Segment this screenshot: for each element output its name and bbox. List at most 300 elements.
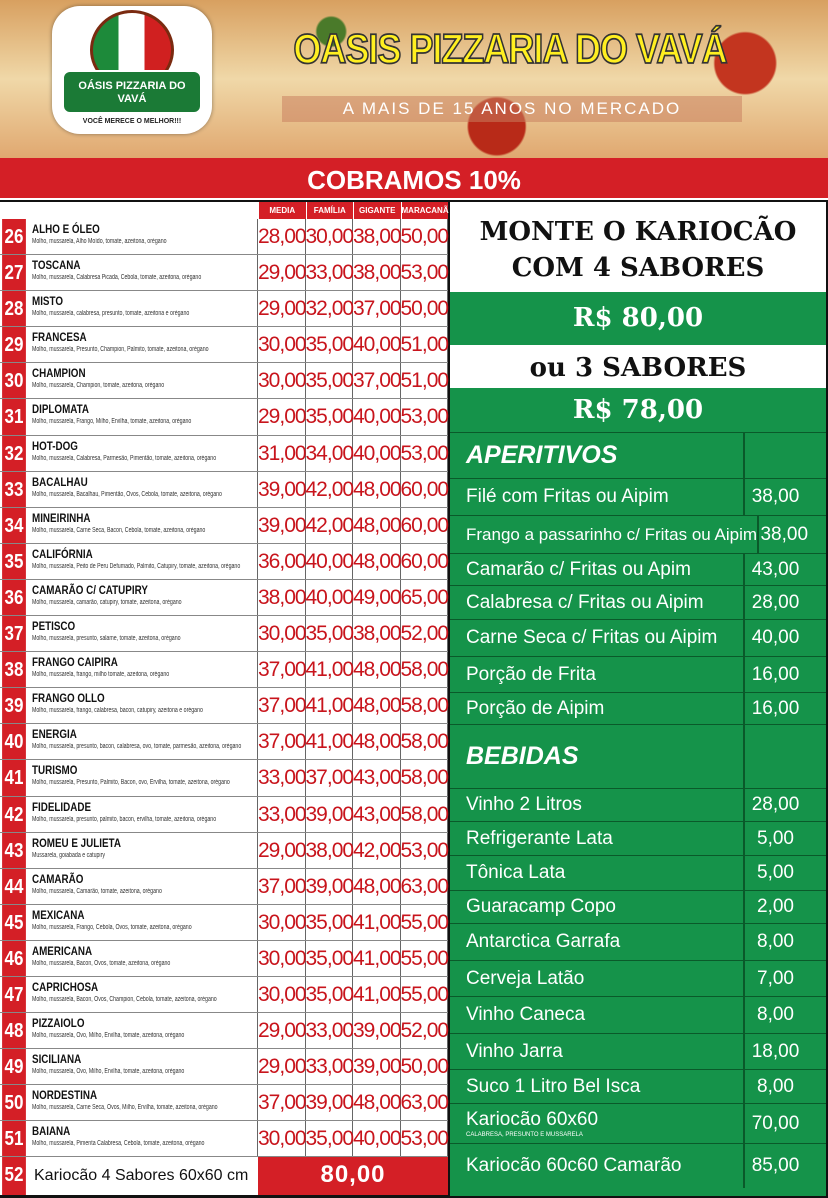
spacer (806, 997, 826, 1033)
size-header: FAMÍLIA (306, 202, 354, 219)
pizza-row (0, 472, 448, 508)
promo-line3: ou 3 SABORES (450, 345, 826, 388)
item-ingredients: Molho, mussarela, Calabresa Picada, Cebola, tomate, azeitona, orégano (32, 274, 202, 282)
item-price: 39,00 (353, 1049, 401, 1084)
item-number: 47 (2, 977, 26, 1012)
item-price: 60,00 (401, 544, 449, 579)
item-price: 55,00 (401, 977, 449, 1012)
item-price: 53,00 (401, 436, 449, 471)
logo-tagline: VOCÊ MERECE O MELHOR!!! (82, 118, 182, 125)
item-price: 28,00 (258, 219, 306, 254)
item-name: CAMARÃO (32, 871, 84, 886)
item-info (28, 688, 258, 723)
item-ingredients: Mussarela, goiabada e catupiry (32, 851, 105, 859)
restaurant-subtitle: A MAIS DE 15 ANOS NO MERCADO (282, 96, 742, 122)
item-name: Filé com Fritas ou Aipim (466, 486, 669, 507)
item-price: 38,00 (757, 516, 809, 553)
item-price: 42,00 (353, 833, 401, 868)
item-name: HOT-DOG (32, 438, 78, 453)
item-ingredients: Molho, mussarela, Camarão, tomate, azeitona, orégano (32, 887, 162, 895)
item-number: 29 (2, 327, 26, 362)
item-price: 58,00 (401, 724, 449, 759)
item-info (28, 905, 258, 940)
item-info (28, 869, 258, 904)
item-price: 35,00 (306, 363, 354, 398)
item-info (28, 544, 258, 579)
aperitivos-title: APERITIVOS (466, 441, 618, 469)
item-name: Carne Seca c/ Fritas ou Aipim (466, 627, 718, 648)
item-info (28, 1085, 258, 1120)
item-name: FRANGO OLLO (32, 691, 105, 706)
item-name: Porção de Aipim (466, 697, 605, 719)
item-info (28, 797, 258, 832)
item-price: 65,00 (401, 580, 449, 615)
bebidas-item (450, 890, 826, 923)
pizza-row (0, 905, 448, 941)
price-column-spacer (743, 725, 806, 788)
pizza-row (0, 291, 448, 327)
item-price: 42,00 (306, 508, 354, 543)
item-price: 48,00 (353, 544, 401, 579)
item-name: Antarctica Garrafa (466, 931, 621, 952)
size-header: MARACANÃ (401, 202, 449, 219)
item-price: 42,00 (306, 472, 354, 507)
item-name: ROMEU E JULIETA (32, 835, 121, 850)
item-number: 36 (2, 580, 26, 615)
item-price: 55,00 (401, 941, 449, 976)
item-price: 34,00 (306, 436, 354, 471)
pizza-row (0, 688, 448, 724)
aperitivos-item (450, 585, 826, 619)
aperitivos-item (450, 553, 826, 585)
item-price: 48,00 (353, 508, 401, 543)
item-ingredients: Molho, mussarela, Frango, Milho, Ervilha, tomate, azeitona, orégano (32, 418, 192, 426)
spacer (806, 856, 826, 890)
promo-box (450, 202, 826, 292)
item-price: 30,00 (258, 327, 306, 362)
item-number: 43 (2, 833, 26, 868)
item-name: BAIANA (32, 1124, 71, 1139)
item-info (28, 580, 258, 615)
item-price: 48,00 (353, 724, 401, 759)
item-number: 37 (2, 616, 26, 651)
item-name: TOSCANA (32, 258, 81, 273)
item-name: MISTO (32, 294, 63, 309)
item-info (28, 363, 258, 398)
item-number: 49 (2, 1049, 26, 1084)
item-price: 30,00 (258, 905, 306, 940)
kariocao-row (0, 1157, 448, 1195)
item-ingredients: Molho, mussarela, Calabresa, Parmesão, Pimentão, tomate, azeitona, orégano (32, 454, 217, 462)
item-info (28, 941, 258, 976)
item-name: Cerveja Latão (466, 967, 585, 989)
item-number: 44 (2, 869, 26, 904)
bebidas-item (450, 1143, 826, 1188)
item-price: 50,00 (401, 291, 449, 326)
item-ingredients: Molho, mussarela, Champion, tomate, azeitona, orégano (32, 382, 165, 390)
item-ingredients: Molho, mussarela, presunto, palmito, bacon, ervilha, tomate, azeitona, orégano (32, 815, 217, 823)
pizza-row (0, 977, 448, 1013)
restaurant-title: OASIS PIZZARIA DO VAVÁ (293, 24, 727, 73)
item-price: 37,00 (353, 363, 401, 398)
item-price: 38,00 (306, 833, 354, 868)
spacer (806, 433, 826, 478)
item-price: 52,00 (401, 1013, 449, 1048)
item-price: 29,00 (258, 1013, 306, 1048)
spacer (806, 822, 826, 855)
item-price: 33,00 (258, 760, 306, 795)
item-price: 30,00 (258, 616, 306, 651)
item-price: 63,00 (401, 869, 449, 904)
item-price: 7,00 (743, 961, 806, 996)
item-ingredients: Molho, mussarela, Ovo, Milho, Ervilha, tomate, azeitona, orégano (32, 1032, 185, 1040)
item-price: 32,00 (306, 291, 354, 326)
item-info (28, 833, 258, 868)
item-name: CHAMPION (32, 366, 86, 381)
pizza-row (0, 833, 448, 869)
item-price: 35,00 (306, 327, 354, 362)
item-ingredients: Molho, mussarela, frango, calabresa, bacon, catupiry, azeitona e orégano (32, 707, 203, 715)
item-price: 48,00 (353, 688, 401, 723)
pizza-price-table (0, 202, 448, 1195)
item-info (28, 327, 258, 362)
item-name: PETISCO (32, 619, 76, 634)
item-name: ENERGIA (32, 727, 77, 742)
item-name: PIZZAIOLO (32, 1016, 85, 1031)
size-header: GIGANTE (353, 202, 401, 219)
size-header: MEDIA (258, 202, 306, 219)
item-name: SICILIANA (32, 1052, 82, 1067)
item-number: 45 (2, 905, 26, 940)
side-panel (450, 202, 826, 1196)
item-price: 43,00 (743, 554, 806, 585)
item-ingredients: Molho, mussarela, Bacon, Ovos, tomate, azeitona, orégano (32, 959, 171, 967)
item-price: 53,00 (401, 399, 449, 434)
item-price: 50,00 (401, 1049, 449, 1084)
item-ingredients: Molho, mussarela, Bacon, Ovos, Champion, Cebola, tomate, azeitona, orégano (32, 995, 217, 1003)
item-ingredients: Molho, mussarela, Peito de Peru Defumado, Palmito, Catupiry, tomate, azeitona, orégano (32, 562, 241, 570)
item-price: 40,00 (353, 399, 401, 434)
item-price: 58,00 (401, 688, 449, 723)
aperitivos-item (450, 619, 826, 656)
item-info (28, 760, 258, 795)
bebidas-item (450, 1069, 826, 1103)
item-info (28, 219, 258, 254)
pizza-row (0, 399, 448, 435)
item-price: 38,00 (353, 255, 401, 290)
item-price: 38,00 (353, 616, 401, 651)
item-price: 33,00 (258, 797, 306, 832)
pizza-row (0, 1121, 448, 1157)
bebidas-item (450, 923, 826, 960)
item-info (28, 616, 258, 651)
bebidas-item (450, 1103, 826, 1143)
spacer (809, 516, 826, 553)
item-price: 8,00 (743, 1070, 806, 1103)
item-number: 52 (2, 1157, 26, 1195)
item-info (28, 255, 258, 290)
item-price: 40,00 (353, 327, 401, 362)
pizza-row (0, 1085, 448, 1121)
item-name: FIDELIDADE (32, 799, 92, 814)
promo-price-3: R$ 78,00 (572, 395, 704, 425)
item-price: 38,00 (743, 479, 806, 515)
spacer (806, 1104, 826, 1143)
aperitivos-item (450, 656, 826, 692)
item-name: Kariocão 60x60 (466, 1109, 599, 1130)
item-ingredients: Molho, mussarela, Presunto, Champion, Palmito, tomate, azeitona, orégano (32, 346, 209, 354)
item-name: Tônica Lata (466, 862, 566, 883)
item-price: 29,00 (258, 399, 306, 434)
item-number: 33 (2, 472, 26, 507)
item-ingredients: Molho, mussarela, calabresa, presunto, tomate, azeitona e orégano (32, 310, 190, 318)
spacer (806, 693, 826, 724)
item-name: Kariocão 60c60 Camarão (466, 1155, 682, 1176)
item-ingredients: Molho, mussarela, presunto, bacon, calabresa, ovo, tomate, parmesão, azeitona, orégano (32, 743, 242, 751)
bebidas-title: BEBIDAS (466, 742, 579, 770)
item-price: 53,00 (401, 1121, 449, 1156)
bebidas-item (450, 960, 826, 996)
item-price: 29,00 (258, 255, 306, 290)
item-name: Frango a passarinho c/ Fritas ou Aipim (466, 524, 758, 544)
item-price: 30,00 (258, 363, 306, 398)
item-name: Vinho Caneca (466, 1004, 586, 1025)
aperitivos-item (450, 478, 826, 515)
item-price: 49,00 (353, 580, 401, 615)
item-price: 37,00 (306, 760, 354, 795)
item-price: 39,00 (258, 508, 306, 543)
spacer (806, 554, 826, 585)
item-price: 36,00 (258, 544, 306, 579)
item-price: 35,00 (306, 399, 354, 434)
bebidas-item (450, 1033, 826, 1069)
item-price: 16,00 (743, 657, 806, 692)
logo-text: OÁSIS PIZZARIA DO VAVÁ (62, 70, 202, 114)
item-number: 46 (2, 941, 26, 976)
bebidas-item (450, 821, 826, 855)
pizza-row (0, 797, 448, 833)
item-name: Guaracamp Copo (466, 896, 616, 917)
item-number: 48 (2, 1013, 26, 1048)
pizza-row (0, 941, 448, 977)
size-header-row (0, 202, 448, 219)
item-name: FRANCESA (32, 330, 87, 345)
item-name (450, 1104, 743, 1143)
item-price: 63,00 (401, 1085, 449, 1120)
item-price: 50,00 (401, 219, 449, 254)
item-price: 80,00 (258, 1157, 448, 1195)
promo-line2: COM 4 SABORES (511, 253, 765, 283)
aperitivos-item (450, 692, 826, 724)
item-number: 38 (2, 652, 26, 687)
item-price: 39,00 (306, 1085, 354, 1120)
item-info (28, 436, 258, 471)
item-ingredients: Molho, mussarela, frango, milho tomate, azeitona, orégano (32, 671, 170, 679)
item-price: 16,00 (743, 693, 806, 724)
item-price: 2,00 (743, 891, 806, 923)
bebidas-item (450, 788, 826, 821)
item-price: 55,00 (401, 905, 449, 940)
item-info (28, 508, 258, 543)
item-ingredients: Molho, mussarela, Frango, Cebola, Ovos, tomate, azeitona, orégano (32, 923, 192, 931)
item-price: 30,00 (258, 1121, 306, 1156)
item-price: 41,00 (353, 905, 401, 940)
item-price: 40,00 (353, 1121, 401, 1156)
item-price: 40,00 (306, 580, 354, 615)
item-price: 39,00 (258, 472, 306, 507)
item-name: Vinho 2 Litros (466, 794, 582, 815)
item-name: Suco 1 Litro Bel Isca (466, 1075, 641, 1097)
pizza-row (0, 327, 448, 363)
item-price: 39,00 (353, 1013, 401, 1048)
item-info (28, 652, 258, 687)
spacer (806, 789, 826, 821)
item-ingredients: Molho, mussarela, Bacalhau, Pimentão, Ovos, Cebola, tomate, azeitona, orégano (32, 490, 222, 498)
header-banner (0, 0, 828, 158)
item-name: BACALHAU (32, 474, 88, 489)
item-name: MEXICANA (32, 907, 85, 922)
item-info (28, 1049, 258, 1084)
item-price: 43,00 (353, 760, 401, 795)
item-number: 42 (2, 797, 26, 832)
item-price: 70,00 (743, 1104, 806, 1143)
price-column-spacer (743, 433, 806, 478)
spacer (806, 657, 826, 692)
item-price: 33,00 (306, 1013, 354, 1048)
item-number: 34 (2, 508, 26, 543)
item-name: Porção de Frita (466, 663, 596, 685)
spacer (806, 586, 826, 619)
item-price: 51,00 (401, 363, 449, 398)
item-number: 40 (2, 724, 26, 759)
item-ingredients: Molho, mussarela, Carne Seca, Bacon, Cebola, tomate, azeitona, orégano (32, 526, 206, 534)
item-price: 18,00 (743, 1034, 806, 1069)
item-info (28, 1013, 258, 1048)
item-price: 53,00 (401, 833, 449, 868)
item-price: 85,00 (743, 1144, 806, 1188)
item-price: 33,00 (306, 255, 354, 290)
item-price: 41,00 (353, 941, 401, 976)
service-charge-notice: COBRAMOS 10% (0, 158, 828, 200)
pizza-row (0, 760, 448, 796)
pizza-row (0, 616, 448, 652)
item-price: 35,00 (306, 905, 354, 940)
spacer (806, 961, 826, 996)
pizza-row (0, 436, 448, 472)
item-number: 51 (2, 1121, 26, 1156)
item-ingredients: Molho, mussarela, Alho Moído, tomate, azeitona, orégano (32, 238, 167, 245)
item-price: 39,00 (306, 869, 354, 904)
item-ingredients: Molho, mussarela, Ovo, Milho, Ervilha, tomate, azeitona, orégano (32, 1068, 185, 1076)
pizza-row (0, 580, 448, 616)
item-name: DIPLOMATA (32, 402, 90, 417)
item-price: 43,00 (353, 797, 401, 832)
item-price: 37,00 (258, 869, 306, 904)
bebidas-header (450, 724, 826, 788)
item-price: 28,00 (743, 789, 806, 821)
spacer (806, 1144, 826, 1188)
item-info (28, 399, 258, 434)
item-price: 37,00 (258, 688, 306, 723)
item-price: 53,00 (401, 255, 449, 290)
item-price: 58,00 (401, 652, 449, 687)
item-ingredients: Molho, mussarela, Presunto, Palmito, Bacon, ovo, Ervilha, tomate, azeitona, orégano (32, 779, 230, 787)
item-info (28, 291, 258, 326)
item-price: 35,00 (306, 977, 354, 1012)
spacer (806, 620, 826, 656)
item-price: 60,00 (401, 472, 449, 507)
item-price: 30,00 (306, 219, 354, 254)
item-price: 28,00 (743, 586, 806, 619)
item-price: 41,00 (306, 688, 354, 723)
item-ingredients: Molho, mussarela, Carne Seca, Ovos, Milho, Ervilha, tomate, azeitona, orégano (32, 1104, 218, 1112)
item-price: 48,00 (353, 1085, 401, 1120)
item-name: Kariocão 4 Sabores 60x60 cm (34, 1167, 249, 1185)
item-price: 58,00 (401, 760, 449, 795)
spacer (806, 1034, 826, 1069)
item-price: 38,00 (258, 580, 306, 615)
item-name: FRANGO CAIPIRA (32, 655, 118, 670)
item-price: 35,00 (306, 941, 354, 976)
item-price: 39,00 (306, 797, 354, 832)
item-name: CALIFÓRNIA (32, 546, 93, 561)
item-name: Calabresa c/ Fritas ou Aipim (466, 591, 704, 613)
item-number: 39 (2, 688, 26, 723)
item-price: 5,00 (743, 856, 806, 890)
pizza-row (0, 869, 448, 905)
item-price: 37,00 (353, 291, 401, 326)
item-price: 30,00 (258, 977, 306, 1012)
item-price: 48,00 (353, 472, 401, 507)
bebidas-item (450, 996, 826, 1033)
item-number: 31 (2, 399, 26, 434)
item-price: 40,00 (353, 436, 401, 471)
item-price: 48,00 (353, 652, 401, 687)
item-number: 26 (2, 219, 26, 254)
spacer (806, 479, 826, 515)
item-name: NORDESTINA (32, 1088, 98, 1103)
item-number: 27 (2, 255, 26, 290)
item-price: 37,00 (258, 724, 306, 759)
spacer (806, 924, 826, 960)
logo (52, 6, 212, 134)
promo-price-4: R$ 80,00 (572, 303, 704, 333)
item-number: 35 (2, 544, 26, 579)
item-ingredients: Molho, mussarela, camarão, catupiry, tomate, azeitona, orégano (32, 598, 182, 606)
spacer (806, 891, 826, 923)
item-price: 38,00 (353, 219, 401, 254)
item-price: 30,00 (258, 941, 306, 976)
item-price: 58,00 (401, 797, 449, 832)
item-ingredients: Molho, mussarela, Pimenta Calabresa, Cebola, tomate, azeitona, orégano (32, 1140, 205, 1148)
pizza-row (0, 544, 448, 580)
bebidas-item (450, 855, 826, 890)
item-price: 40,00 (306, 544, 354, 579)
item-info (28, 977, 258, 1012)
pizza-row (0, 508, 448, 544)
item-info (28, 1121, 258, 1156)
item-note: CALABRESA, PRESUNTO E MUSSARELA (466, 1132, 583, 1138)
item-price: 29,00 (258, 291, 306, 326)
item-price: 5,00 (743, 822, 806, 855)
item-number: 50 (2, 1085, 26, 1120)
item-number: 30 (2, 363, 26, 398)
item-price: 41,00 (353, 977, 401, 1012)
item-ingredients: Molho, mussarela, presunto, salame, tomate, azeitona, orégano (32, 635, 181, 643)
pizza-row (0, 1049, 448, 1085)
item-name: Camarão c/ Fritas ou Apim (466, 558, 691, 580)
item-price: 51,00 (401, 327, 449, 362)
